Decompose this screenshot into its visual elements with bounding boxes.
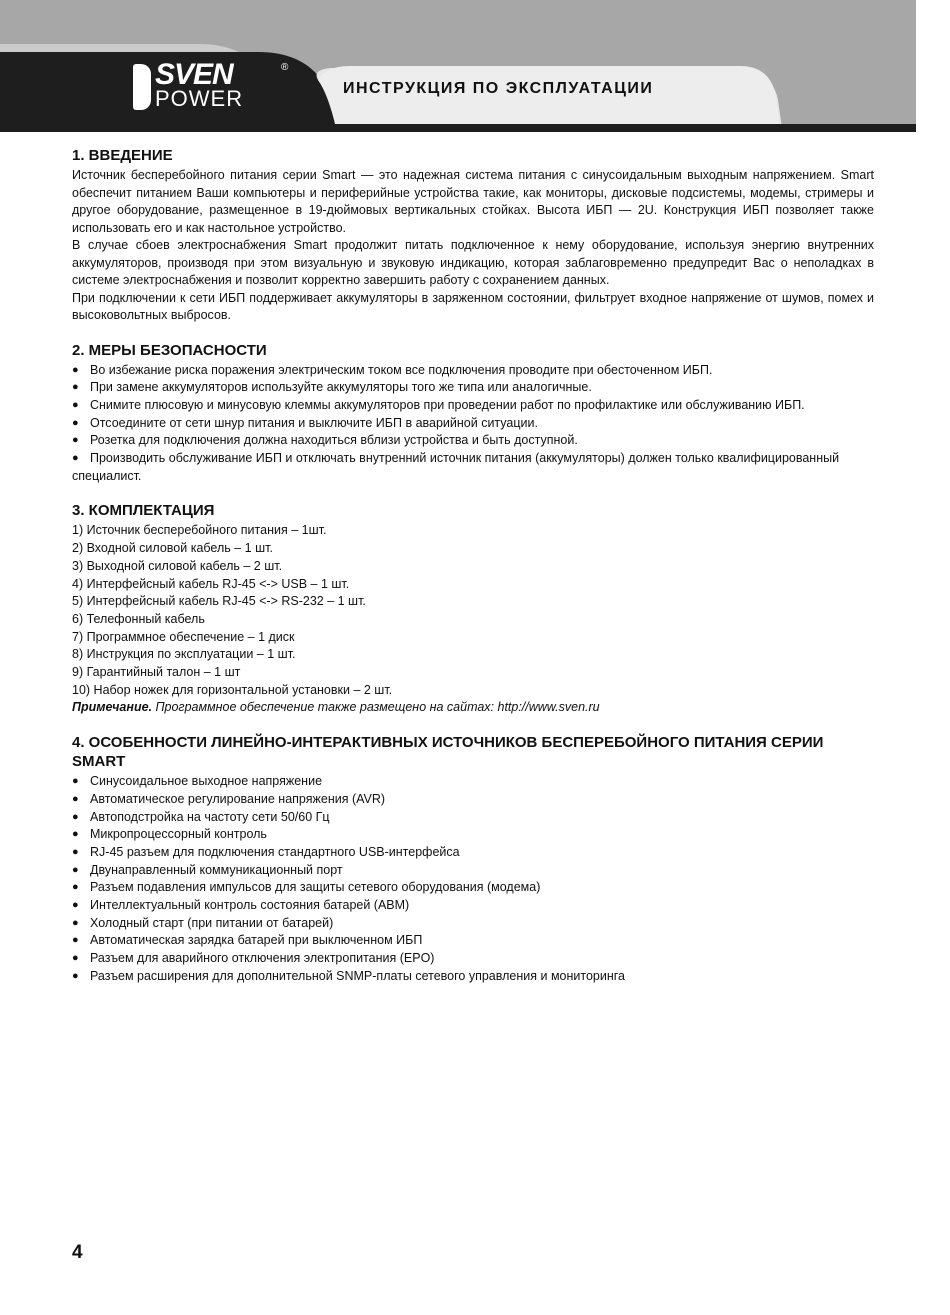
list-item: ● Во избежание риска поражения электрическим током все подключения проводите при обесточенном ИБП. xyxy=(72,362,874,380)
page-header xyxy=(0,0,950,132)
list-item: 8) Инструкция по эксплуатации – 1 шт. xyxy=(72,647,296,662)
logo-text-power: POWER xyxy=(155,86,244,111)
list-item: ● Снимите плюсовую и минусовую клеммы аккумуляторов при проведении работ по профилактике или обслуживанию ИБП. xyxy=(72,397,874,415)
safety-list xyxy=(72,362,874,486)
list-item: 6) Телефонный кабель xyxy=(72,611,205,626)
paragraph: В случае сбоев электроснабжения Smart продолжит питать подключенное к нему оборудование, используя энергию внутренних аккумуляторов, производя при этом визуальную и звуковую индикацию, которая заблаговременно предупредит Вас о неполадках в системе электроснабжения и позволит корректно завершить работу с сохранением данных. xyxy=(72,238,874,287)
features-list xyxy=(72,773,874,985)
list-item: ● Разъем для аварийного отключения электропитания (EPO) xyxy=(72,950,874,968)
list-item: ● Автоматическая зарядка батарей при выключенном ИБП xyxy=(72,932,874,950)
list-item: ● RJ-45 разъем для подключения стандартного USB-интерфейса xyxy=(72,844,874,862)
list-item: ● Разъем подавления импульсов для защиты сетевого оборудования (модема) xyxy=(72,879,874,897)
list-item: ● Автоматическое регулирование напряжения (AVR) xyxy=(72,791,874,809)
list-item: 4) Интерфейсный кабель RJ-45 <-> USB – 1 шт. xyxy=(72,576,350,591)
section-heading: 3. КОМПЛЕКТАЦИЯ xyxy=(72,502,215,520)
logo-text-sven: SVEN xyxy=(155,58,233,91)
paragraph: Источник бесперебойного питания серии Smart — это надежная система питания с синусоидальным выходным напряжением. Smart обеспечит питанием Ваши компьютеры и периферийные устройства такие, как мониторы, дисковые подсистемы, модемы, стримеры и другое оборудование, размещенное в 19-дюймовых вертикальных стойках. Высота ИБП — 2U. Конструкция ИБП позволяет также использовать его и как настольное устройство. xyxy=(72,168,874,235)
note-text: Программное обеспечение также размещено на сайтах: http://www.sven.ru xyxy=(152,700,600,715)
list-item: 7) Программное обеспечение – 1 диск xyxy=(72,629,295,644)
list-item: ● Розетка для подключения должна находиться вблизи устройства и быть доступной. xyxy=(72,432,874,450)
list-item: ● Отсоедините от сети шнур питания и выключите ИБП в аварийной ситуации. xyxy=(72,415,874,433)
section-features xyxy=(72,733,874,985)
note-label: Примечание. xyxy=(72,700,152,715)
list-item: ● Автоподстройка на частоту сети 50/60 Гц xyxy=(72,809,874,827)
list-item: 9) Гарантийный талон – 1 шт xyxy=(72,665,241,680)
list-item: ● Микропроцессорный контроль xyxy=(72,826,874,844)
list-item: ● Двунаправленный коммуникационный порт xyxy=(72,862,874,880)
list-item: 1) Источник бесперебойного питания – 1шт. xyxy=(72,523,327,538)
list-item: 2) Входной силовой кабель – 1 шт. xyxy=(72,541,273,556)
sven-power-logo xyxy=(133,58,293,114)
list-item: ● Разъем расширения для дополнительной SNMP-платы сетевого управления и мониторинга xyxy=(72,968,874,986)
document-title: ИНСТРУКЦИЯ ПО ЭКСПЛУАТАЦИИ xyxy=(343,80,654,97)
list-item: 10) Набор ножек для горизонтальной установки – 2 шт. xyxy=(72,682,393,697)
section-safety xyxy=(72,341,874,486)
paragraph: При подключении к сети ИБП поддерживает аккумуляторы в заряженном состоянии, фильтрует входное напряжение от шумов, помех и высоковольтных выбросов. xyxy=(72,290,874,322)
logo-mark xyxy=(133,64,151,110)
section-package-contents xyxy=(72,501,874,717)
note xyxy=(72,699,874,717)
logo-registered-mark: ® xyxy=(281,62,289,73)
section-heading: 2. МЕРЫ БЕЗОПАСНОСТИ xyxy=(72,341,267,359)
section-introduction xyxy=(72,146,874,325)
list-item: ● Производить обслуживание ИБП и отключать внутренний источник питания (аккумуляторы) должен только квалифицированный специалист. xyxy=(72,450,874,485)
list-item: ● Синусоидальное выходное напряжение xyxy=(72,773,874,791)
page-number: 4 xyxy=(72,1242,83,1263)
list-item: ● Холодный старт (при питании от батарей) xyxy=(72,915,874,933)
package-list xyxy=(72,522,874,699)
list-item: ● При замене аккумуляторов используйте аккумуляторы того же типа или аналогичные. xyxy=(72,379,874,397)
list-item: ● Интеллектуальный контроль состояния батарей (ABM) xyxy=(72,897,874,915)
list-item: 3) Выходной силовой кабель – 2 шт. xyxy=(72,558,283,573)
document-body xyxy=(72,146,874,1002)
section-heading: 1. ВВЕДЕНИЕ xyxy=(72,147,173,164)
section-heading: 4. ОСОБЕННОСТИ ЛИНЕЙНО-ИНТЕРАКТИВНЫХ ИСТОЧНИКОВ БЕСПЕРЕБОЙНОГО ПИТАНИЯ СЕРИИ SMART xyxy=(72,734,824,771)
list-item: 5) Интерфейсный кабель RJ-45 <-> RS-232 – 1 шт. xyxy=(72,594,366,609)
